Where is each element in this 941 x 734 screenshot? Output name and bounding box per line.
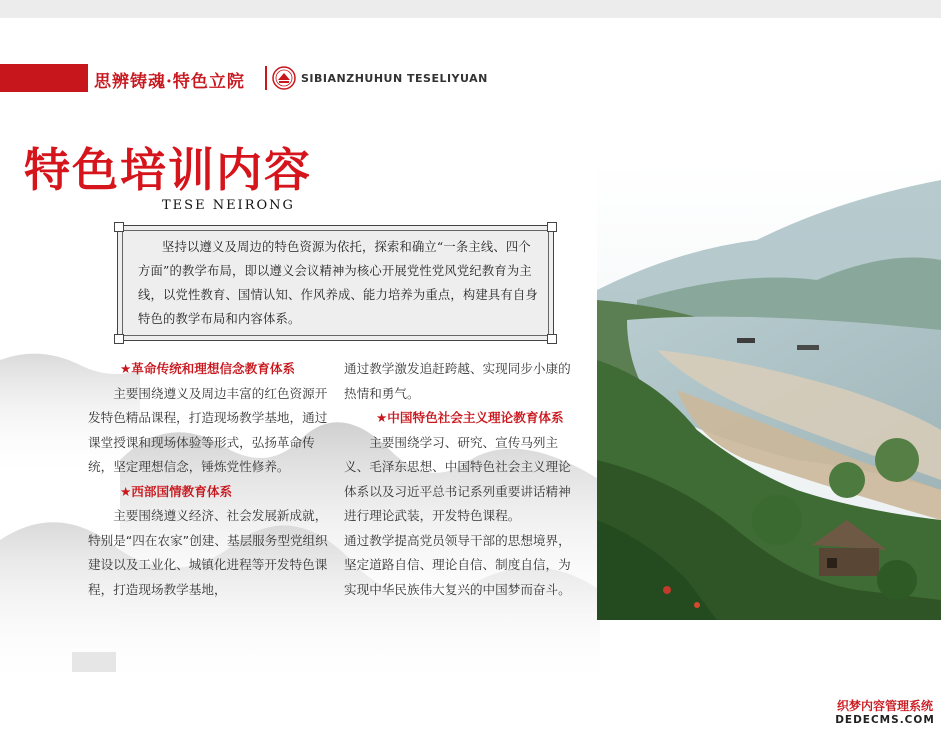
intro-text-content: 坚持以遵义及周边的特色资源为依托，探索和确立“一条主线、四个方面”的教学布局，即以遵义会议精神为核心开展党性党风党纪教育为主线，以党性教育、国情认知、作风养成、能力培养为重点，构建具有自身特色的教学布局和内容体系。 — [138, 240, 538, 326]
watermark-line-1: 织梦内容管理系统 — [836, 699, 933, 713]
section-body: 主要围绕遵义经济、社会发展新成就，特别是“四在农家”创建、基层服务型党组织建设以及工业化、城镇化进程等开发特色课程，打造现场教学基地， — [88, 508, 328, 597]
section-pinyin: SIBIANZHUHUN TESELIYUAN — [301, 72, 488, 85]
intro-box-corner — [547, 222, 557, 232]
school-emblem-icon — [272, 66, 296, 90]
page-title: 特色培训内容 — [24, 143, 312, 197]
page-title-pinyin: TESE NEIRONG — [162, 198, 295, 213]
section-title: 思辨铸魂·特色立院 — [94, 72, 245, 92]
decorative-gray-block — [72, 652, 116, 672]
top-strip — [0, 0, 941, 18]
content-column-2 — [344, 357, 582, 602]
watermark — [829, 697, 941, 734]
content-column-1 — [88, 357, 328, 602]
intro-text — [138, 235, 538, 331]
intro-box — [117, 225, 554, 341]
section-heading: ★中国特色社会主义理论教育体系 — [376, 410, 564, 425]
river-valley-photo — [597, 160, 941, 620]
header-divider — [265, 66, 267, 90]
section-header — [0, 64, 941, 92]
intro-box-corner — [114, 334, 124, 344]
header-red-bar — [0, 64, 88, 92]
section-body: 主要围绕学习、研究、宣传马列主义、毛泽东思想、中国特色社会主义理论体系以及习近平总书记系列重要讲话精神进行理论武装，开发特色课程。 — [344, 434, 571, 523]
intro-box-corner — [114, 222, 124, 232]
section-body-continuation: 通过教学激发追赶跨越、实现同步小康的热情和勇气。 — [344, 361, 571, 401]
section-body-continuation: 通过教学提高党员领导干部的思想境界，坚定道路自信、理论自信、制度自信，为实现中华民族伟大复兴的中国梦而奋斗。 — [344, 532, 571, 597]
section-heading: ★革命传统和理想信念教育体系 — [120, 361, 296, 376]
section-body: 主要围绕遵义及周边丰富的红色资源开发特色精品课程，打造现场教学基地，通过课堂授课和现场体验等形式，弘扬革命传统，坚定理想信念，锤炼党性修养。 — [88, 385, 328, 474]
section-heading: ★西部国情教育体系 — [120, 483, 233, 499]
watermark-line-2: DEDECMS.COM — [835, 714, 935, 726]
intro-box-corner — [547, 334, 557, 344]
